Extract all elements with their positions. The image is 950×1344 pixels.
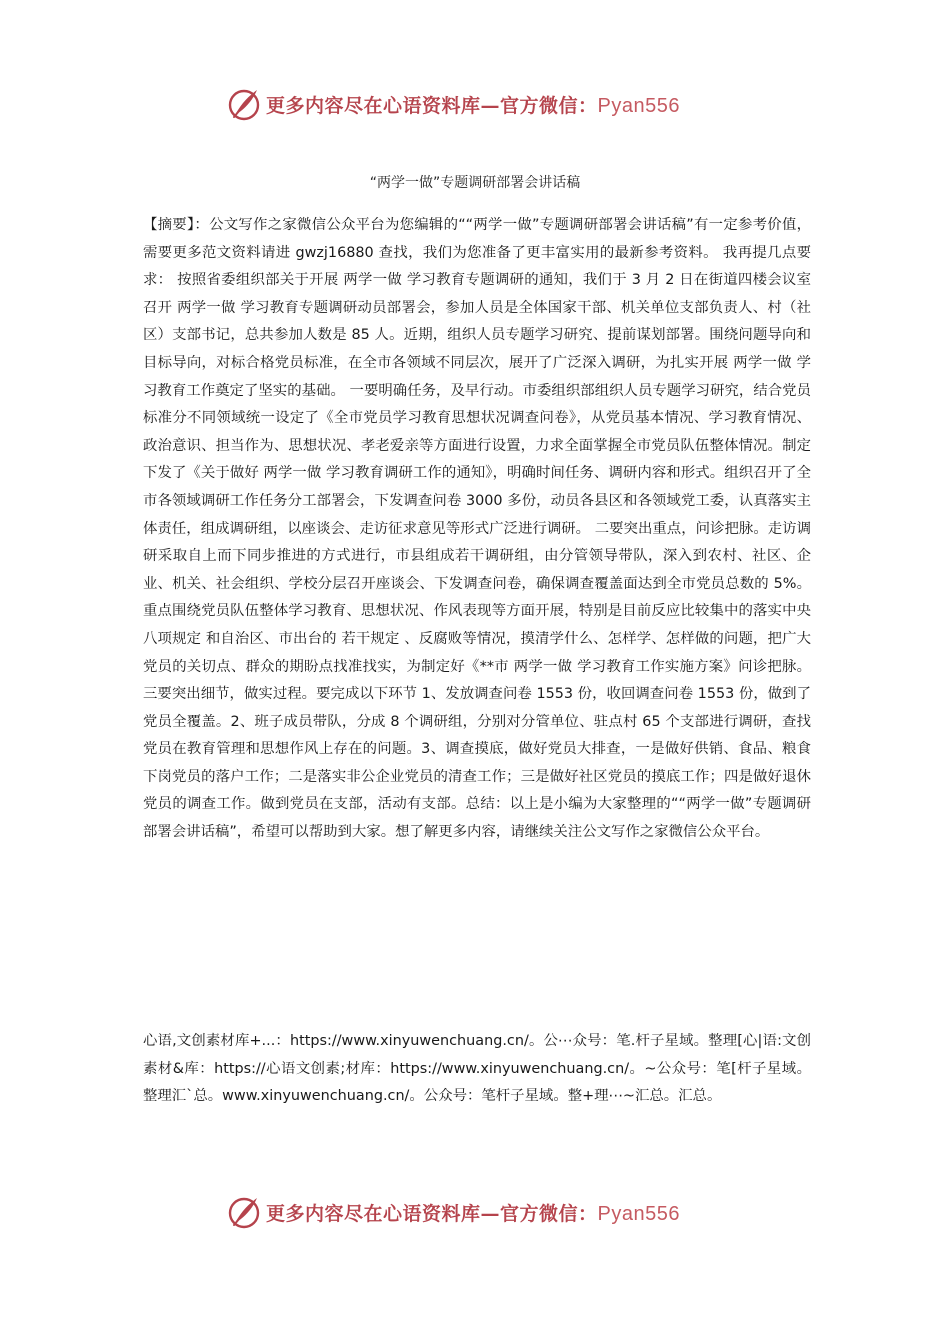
header-banner — [226, 84, 680, 124]
feather-pen-logo-icon — [226, 1194, 262, 1230]
document-body: 【摘要】：公文写作之家微信公众平台为您编辑的““两学一做”专题调研部署会讲话稿”有一定参考价值，需要更多范文资料请进 gwzj16880 查找，我们为您准备了更丰富实用的最新参考资料。 我再提几点要求： 按照省委组织部关于开展 两学一做 学习教育专题调研的通知，我们于 3 月 2 日在街道四楼会议室召开 两学一做 学习教育专题调研动员部署会，参加人员是全体国家干部、机关单位支部负责人、村（社区）支部书记，总共参加人数是 85 人。近期，组织人员专题学习研究、提前谋划部署。围绕问题导向和目标导向，对标合格党员标准，在全市各领域不同层次，展开了广泛深入调研，为扎实开展 两学一做 学习教育工作奠定了坚实的基础。 一要明确任务，及早行动。市委组织部组织人员专题学习研究，结合党员标准分不同领域统一设定了《全市党员学习教育思想状况调查问卷》，从党员基本情况、学习教育情况、政治意识、担当作为、思想状况、孝老爱亲等方面进行设置，力求全面掌握全市党员队伍整体情况。制定下发了《关于做好 两学一做 学习教育调研工作的通知》，明确时间任务、调研内容和形式。组织召开了全市各领域调研工作任务分工部署会，下发调查问卷 3000 多份，动员各县区和各领域党工委，认真落实主体责任，组成调研组，以座谈会、走访征求意见等形式广泛进行调研。 二要突出重点，问诊把脉。走访调研采取自上而下同步推进的方式进行，市县组成若干调研组，由分管领导带队，深入到农村、社区、企业、机关、社会组织、学校分层召开座谈会、下发调查问卷，确保调查覆盖面达到全市党员总数的 5%。重点围绕党员队伍整体学习教育、思想状况、作风表现等方面开展，特别是目前反应比较集中的落实中央 八项规定 和自治区、市出台的 若干规定 、反腐败等情况，摸清学什么、怎样学、怎样做的问题，把广大党员的关切点、群众的期盼点找准找实，为制定好《**市 两学一做 学习教育工作实施方案》问诊把脉。三要突出细节，做实过程。要完成以下环节 1、发放调查问卷 1553 份，收回调查问卷 1553 份，做到了党员全覆盖。2、班子成员带队，分成 8 个调研组，分别对分管单位、驻点村 65 个支部进行调研，查找党员在教育管理和思想作风上存在的问题。3、调查摸底，做好党员大排查，一是做好供销、食品、粮食下岗党员的落户工作；二是落实非公企业党员的清查工作；三是做好社区党员的摸底工作；四是做好退休党员的调查工作。做到党员在支部，活动有支部。总结：以上是小编为大家整理的““两学一做”专题调研部署会讲话稿”，希望可以帮助到大家。想了解更多内容，请继续关注公文写作之家微信公众平台。 — [143, 217, 811, 841]
feather-pen-logo-icon — [226, 86, 262, 122]
banner-wechat-id: Pyan556 — [597, 94, 680, 117]
footer-banner — [226, 1192, 680, 1232]
banner-text — [266, 91, 680, 118]
banner-text — [266, 1199, 680, 1226]
banner-message: 更多内容尽在心语资料库—官方微信： — [266, 94, 598, 117]
banner-message: 更多内容尽在心语资料库—官方微信： — [266, 1202, 598, 1225]
document-title: “两学一做”专题调研部署会讲话稿 — [369, 175, 581, 191]
document-footer-text: 心语,文创素材库+...：https://www.xinyuwenchuang.cn/。公⋯众号：笔.杆子星域。整理[心|语:文创素材&库：https://心语文创素;材库：https://www.xinyuwenchuang.cn/。~公众号：笔[杆子星域。整理汇`总。www.xinyuwenchuang.cn/。公众号：笔杆子星域。整+理⋯~汇总。汇总。 — [143, 1033, 811, 1105]
banner-wechat-id: Pyan556 — [597, 1202, 680, 1225]
